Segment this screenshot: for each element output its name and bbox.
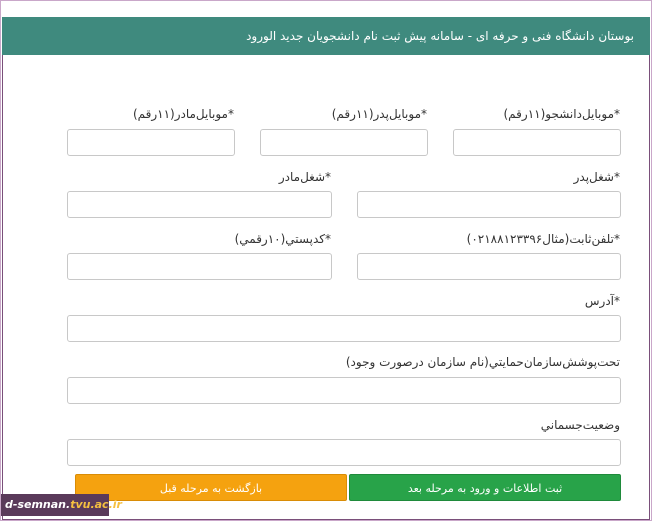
back-previous-button[interactable]: بازگشت به مرحله قبل [75, 474, 347, 501]
support-org-input[interactable] [67, 377, 621, 404]
site-watermark [1, 494, 122, 516]
physical-status-label: وضعيت‌جسماني [540, 418, 620, 432]
mother-mobile-label: *موبایل‌مادر(۱۱رقم) [132, 107, 234, 121]
mother-job-label: *شغل‌مادر [278, 170, 331, 184]
support-org-label: تحت‌پوشش‌سازمان‌حمايتي(نام سازمان درصورت وجود) [345, 355, 620, 369]
landline-label: *تلفن‌ثابت(مثال۰۲۱۸۸۱۲۳۳۹۶) [466, 232, 620, 246]
father-job-label: *شغل‌پدر [573, 170, 620, 184]
submit-next-button[interactable]: ثبت اطلاعات و ورود به مرحله بعد [349, 474, 621, 501]
watermark-domain: tvu.ac.ir [70, 498, 122, 511]
page-title: بوستان دانشگاه فنی و حرفه ای - سامانه پیش ثبت نام دانشجویان جدید الورود [246, 29, 634, 43]
father-job-input[interactable] [357, 191, 621, 218]
postal-code-label: *کدپستي(۱۰رقمي) [234, 232, 331, 246]
postal-code-input[interactable] [67, 253, 332, 280]
watermark-prefix: d-semnan. [5, 498, 71, 511]
address-input[interactable] [67, 315, 621, 342]
mother-mobile-input[interactable] [67, 129, 235, 156]
student-mobile-label: *موبایل‌دانشجو(۱۱رقم) [503, 107, 620, 121]
landline-input[interactable] [357, 253, 621, 280]
physical-status-input[interactable] [67, 439, 621, 466]
page-header [2, 17, 650, 55]
mother-job-input[interactable] [67, 191, 332, 218]
father-mobile-label: *موبایل‌پدر(۱۱رقم) [331, 107, 427, 121]
top-strip [2, 2, 650, 17]
address-label: *آدرس [584, 294, 620, 308]
father-mobile-input[interactable] [260, 129, 428, 156]
student-mobile-input[interactable] [453, 129, 621, 156]
